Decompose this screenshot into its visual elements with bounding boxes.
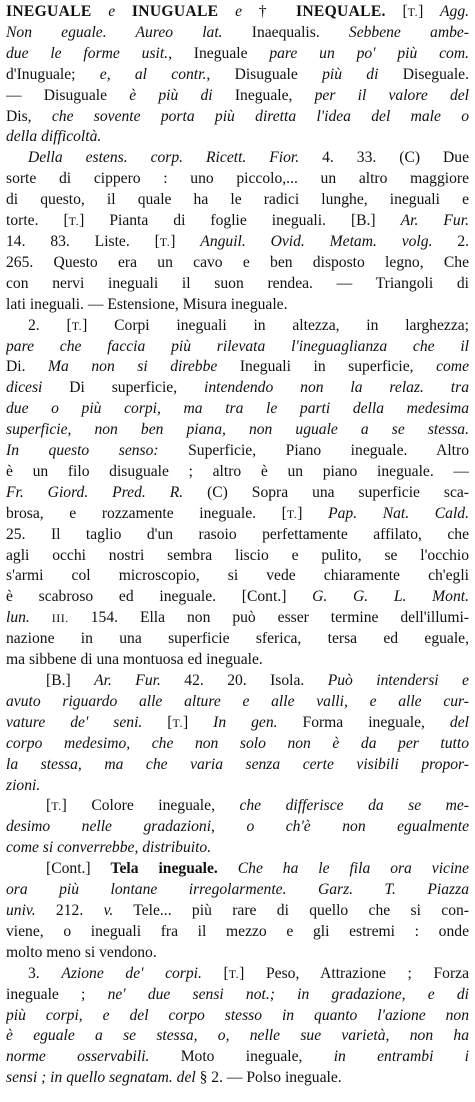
small-caps-text: T.: [228, 966, 240, 981]
text-line: [6, 1006, 469, 1027]
roman-text: Forma ineguale,: [277, 713, 450, 731]
headword: INUGUALE: [131, 3, 219, 20]
roman-text: Di.: [6, 358, 49, 376]
roman-text: ]: [297, 504, 329, 522]
headword: INEGUALE: [6, 3, 92, 20]
roman-text: torte. [: [6, 212, 69, 230]
italic-text: In gen.: [213, 713, 278, 731]
italic-text: ne' due sensi not.; in gradazione, e di: [107, 985, 469, 1003]
roman-text: Moto ineguale,: [149, 1048, 334, 1066]
text-line: [6, 880, 469, 901]
roman-text: [30, 609, 52, 626]
small-caps-text: T.: [407, 5, 419, 19]
italic-text: Agg.: [440, 3, 469, 20]
italic-text: Pap. Nat. Cald.: [328, 504, 469, 522]
text-line: [6, 796, 469, 817]
text-line: [6, 357, 469, 378]
roman-text: ]: [182, 713, 214, 731]
roman-text: è scabroso ed ineguale. [Cont.]: [6, 588, 313, 606]
roman-text: Ineguale,: [212, 86, 315, 104]
text-line: [6, 169, 469, 190]
small-caps-text: T.: [51, 799, 62, 814]
italic-text: avuto riguardo alle alture e alle valli, e alle cur-: [6, 692, 469, 710]
roman-text: è un filo disuguale ; altro è un piano ineguale. —: [6, 462, 469, 480]
roman-text: [: [201, 964, 229, 982]
headword: INEQUALE.: [295, 3, 386, 20]
text-line: [6, 148, 469, 169]
text-line: [6, 295, 469, 316]
italic-text: desimo nelle gradazioni, o ch'è non egualmente: [6, 818, 469, 836]
roman-text: ]: [170, 232, 201, 250]
text-line: [6, 629, 469, 650]
roman-text: ma sibbene di una montuosa ed ineguale.: [6, 651, 263, 669]
roman-text: [115, 3, 132, 20]
italic-text: della difficoltà.: [6, 128, 102, 146]
italic-text: Può intendersi e: [327, 672, 469, 689]
text-line: [6, 650, 469, 671]
text-line: [6, 692, 469, 713]
italic-text: v.: [103, 901, 114, 919]
roman-text: [218, 3, 235, 20]
italic-text: superficie, non ben piana, non uguale a se stessa.: [6, 421, 469, 439]
italic-text: in entrambi i: [333, 1048, 469, 1066]
text-line: [6, 1026, 469, 1047]
roman-text: ] Pianta di foglie ineguali. [B.]: [79, 212, 401, 230]
roman-text: [: [46, 797, 52, 815]
italic-text: e: [108, 3, 116, 20]
roman-text: Inaequalis.: [222, 23, 349, 41]
italic-text: G. G. L. Mont.: [312, 588, 469, 606]
text-line: [6, 232, 469, 253]
text-line: [6, 901, 469, 922]
text-line: [6, 107, 469, 128]
roman-text: ]: [418, 3, 440, 20]
italic-text: Ar. Fur.: [94, 672, 161, 689]
roman-text: viene, o ineguali fra il mezzo e gli estremi : onde: [6, 922, 469, 940]
italic-text: del: [449, 713, 469, 731]
text-line: [6, 776, 469, 797]
roman-text: ineguale ;: [6, 985, 108, 1003]
text-line: [6, 546, 469, 567]
text-line: [6, 462, 469, 483]
roman-text: Diseguale.: [378, 65, 469, 83]
roman-text: †: [242, 3, 296, 20]
roman-text: [B.]: [46, 672, 95, 689]
roman-text: di questo, il quale ha le radici lunghe, ineguali e: [6, 191, 469, 209]
text-line: [6, 211, 469, 232]
italic-text: Non eguale. Aureo lat.: [6, 23, 223, 41]
italic-text: più di: [322, 65, 379, 83]
text-line: [6, 755, 469, 776]
text-line: [6, 441, 469, 462]
small-caps-text: T.: [172, 715, 183, 730]
roman-text: , Disuguale: [206, 65, 323, 83]
roman-text: Superficie, Piano ineguale. Altro: [158, 442, 469, 460]
text-line: [6, 734, 469, 755]
roman-text: (C) Sopra una superficie sca-: [183, 483, 469, 501]
roman-text: 4. 33. (C) Due: [299, 149, 469, 167]
italic-text: più corpi, e del corpo stesso in quanto l'azione non: [6, 1006, 469, 1024]
text-line: [6, 274, 469, 295]
italic-text: Ma non si direbbe: [48, 358, 218, 376]
italic-text: intendendo non la relaz. tra: [203, 379, 469, 397]
italic-text: come: [436, 358, 469, 376]
roman-text: 25. Il taglio d'un rasoio perfettamente affilato, che: [6, 525, 469, 543]
italic-text: ora più lontane irregolarmente. Garz. T. Piazza: [6, 881, 469, 899]
roman-text: 154. Ella non può esser termine dell'illumi-: [68, 609, 469, 627]
roman-text: molto meno si vendono.: [6, 943, 157, 961]
roman-text: Dis,: [6, 107, 52, 125]
italic-text: e, al contr.: [99, 65, 207, 83]
roman-text: 14. 83. Liste. [: [6, 232, 160, 250]
italic-text: pare un po' più com.: [269, 44, 469, 62]
roman-text: ] Colore ineguale,: [61, 797, 240, 815]
italic-text: due o più corpi, ma tra le parti della medesima: [6, 400, 469, 418]
italic-text: è eguale a se stessa, o, nelle sue varietà, non ha: [6, 1027, 469, 1045]
roman-text: [: [385, 3, 408, 20]
text-line: [6, 420, 469, 441]
text-line: [6, 399, 469, 420]
italic-text: Anguil. Ovid. Metam. volg.: [200, 232, 433, 250]
text-line: [6, 964, 469, 985]
roman-text: § 2. — Polso ineguale.: [195, 1069, 342, 1087]
roman-text: Ineguali in superficie,: [217, 358, 437, 376]
text-line: [6, 483, 469, 504]
text-line: [6, 23, 469, 44]
roman-text: 212.: [35, 901, 104, 919]
roman-text: d'Inuguale;: [6, 65, 100, 83]
text-line: [6, 943, 469, 964]
text-line: [6, 2, 469, 23]
roman-text: nazione in una superficie sferica, tersa ed eguale,: [6, 630, 469, 648]
small-caps-text: T.: [71, 318, 83, 333]
text-line: [6, 985, 469, 1006]
text-line: [6, 378, 469, 399]
text-line: [6, 817, 469, 838]
roman-text: 265. Questo era un cavo e ben disposto legno, Che: [6, 253, 469, 271]
text-line: [6, 190, 469, 211]
italic-text: corpo medesimo, che non solo non è da per tutto: [6, 734, 469, 752]
italic-text: è più di: [129, 86, 213, 104]
roman-text: [218, 860, 238, 877]
text-line: [6, 86, 469, 107]
italic-text: dicesi: [6, 379, 43, 397]
roman-text: Di superficie,: [42, 379, 204, 397]
italic-text: Azione de' corpi.: [61, 964, 202, 982]
roman-text: agli occhi nostri sembra liscio e pulito, se l'occhio: [6, 546, 469, 564]
italic-text: In questo senso:: [6, 442, 159, 460]
italic-text: Ar. Fur.: [400, 212, 469, 230]
roman-text: lati ineguali. — Estensione, Misura ineguale.: [6, 295, 288, 313]
roman-text: s'armi col microscopio, si vede chiaramente ch'egli: [6, 567, 469, 585]
text-line: [6, 44, 469, 65]
italic-text: Che ha le fila ora vicine: [237, 860, 469, 878]
text-line: [6, 127, 469, 148]
italic-text: che sovente porta più diretta l'idea del male o: [51, 107, 469, 125]
text-line: [6, 525, 469, 546]
italic-text: univ.: [6, 901, 36, 919]
roman-text: 42. 20. Isola.: [160, 672, 328, 689]
bold-text: Tela ineguale.: [110, 860, 218, 878]
roman-text: ] Corpi ineguali in altezza, in larghezza;: [82, 316, 469, 334]
roman-text: , Ineguale: [168, 44, 270, 62]
italic-text: Sebbene ambe-: [348, 23, 469, 41]
italic-text: vature de' seni.: [6, 713, 143, 731]
roman-text: 3.: [28, 964, 62, 982]
roman-text: brosa, e rozzamente ineguale. [: [6, 504, 287, 522]
text-line: [6, 504, 469, 525]
roman-text: [Cont.]: [46, 860, 111, 878]
roman-text: ] Peso, Attrazione ; Forza: [239, 964, 469, 982]
text-line: [6, 337, 469, 358]
text-line: [6, 922, 469, 943]
text-line: [6, 713, 469, 734]
roman-text: [92, 3, 109, 20]
roman-text: con nervi ineguali il suon rendea. — Triangoli di: [6, 274, 469, 292]
text-line: [6, 1068, 469, 1089]
italic-text: Della estens. corp. Ricett. Fior.: [28, 149, 300, 167]
italic-text: come si converrebbe, distribuito.: [6, 839, 212, 857]
text-line: [6, 859, 469, 880]
text-line: [6, 587, 469, 608]
text-line: [6, 838, 469, 859]
text-line: [6, 65, 469, 86]
italic-text: la stessa, ma che varia senza certe visibili propor-: [6, 755, 469, 773]
text-line: [6, 316, 469, 337]
italic-text: norme osservabili.: [6, 1048, 150, 1066]
text-line: [6, 1047, 469, 1068]
roman-text: 2. [: [28, 316, 72, 334]
italic-text: e: [235, 3, 242, 20]
italic-text: per il valore del: [314, 86, 469, 104]
small-caps-text: III.: [51, 611, 69, 626]
italic-text: lun.: [6, 609, 30, 627]
small-caps-text: T.: [68, 214, 80, 229]
italic-text: sensi ; in quello segnatam. del: [6, 1069, 196, 1087]
italic-text: Fr. Giord. Pred. R.: [6, 483, 184, 501]
text-line: [6, 253, 469, 274]
italic-text: pare che faccia più rilevata l'ineguaglianza che il: [6, 337, 469, 355]
roman-text: Tele... più rare di quello che si con-: [113, 901, 469, 919]
small-caps-text: T.: [286, 506, 298, 521]
small-caps-text: T.: [159, 234, 171, 249]
text-line: [6, 566, 469, 587]
roman-text: sorte di cippero : uno piccolo,... un altro maggiore: [6, 170, 469, 188]
text-line: [6, 608, 469, 629]
roman-text: 2.: [432, 232, 469, 250]
italic-text: che differisce da se me-: [239, 797, 469, 815]
roman-text: — Disuguale: [6, 86, 130, 104]
text-line: [6, 671, 469, 692]
italic-text: due le forme usit.: [6, 44, 169, 62]
italic-text: zioni.: [6, 776, 41, 794]
roman-text: [: [142, 713, 173, 731]
